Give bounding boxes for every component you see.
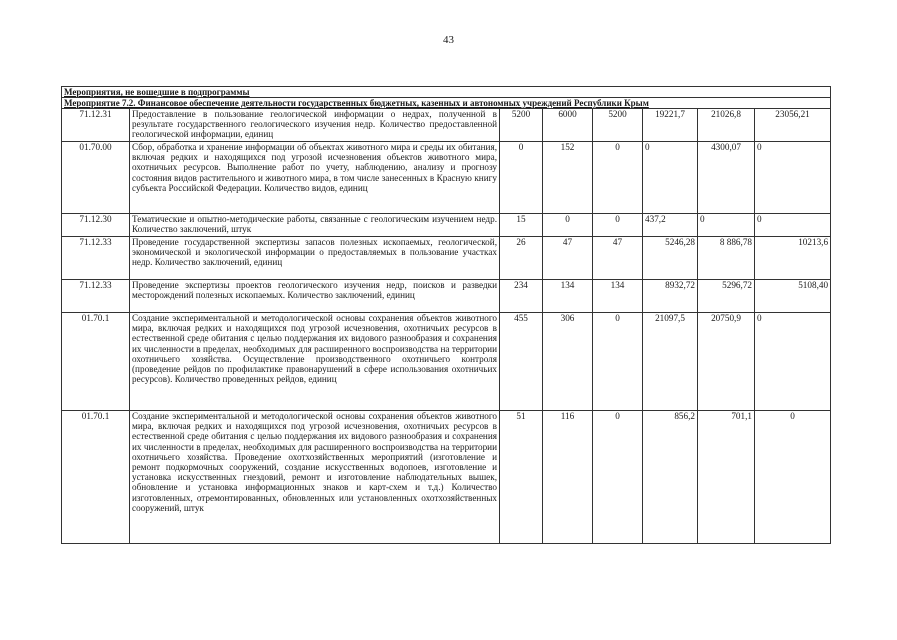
value-cell: 21026,8 bbox=[698, 109, 755, 142]
value-cell: 19221,7 bbox=[643, 109, 698, 142]
value-cell: 5108,40 bbox=[755, 280, 831, 313]
section-title: Мероприятие 7.2. Финансовое обеспечение деятельности государственных бюджетных, казенных и автономных учреждений Республики Крым bbox=[62, 98, 831, 109]
value-cell: 15 bbox=[500, 214, 543, 237]
okved-code: 01.70.00 bbox=[62, 142, 130, 214]
okved-code: 71.12.30 bbox=[62, 214, 130, 237]
value-cell: 134 bbox=[543, 280, 593, 313]
value-cell: 0 bbox=[698, 214, 755, 237]
value-cell: 116 bbox=[543, 411, 593, 544]
value-cell: 26 bbox=[500, 237, 543, 280]
measure-description: Проведение государственной экспертизы запасов полезных ископаемых, геологической, экономической и экологической информации о предоставляемых в пользование участках недр. Количество заключений, единиц bbox=[130, 237, 500, 280]
value-cell: 51 bbox=[500, 411, 543, 544]
value-cell: 47 bbox=[543, 237, 593, 280]
value-cell: 5296,72 bbox=[698, 280, 755, 313]
value-cell: 6000 bbox=[543, 109, 593, 142]
value-cell: 0 bbox=[593, 411, 643, 544]
measure-description: Создание экспериментальной и методологической основы сохранения объектов животного мира, включая редких и находящихся под угрозой исчезновения, охотничьих ресурсов в естественной среде обитания с целью поддержания их видового разнообразия и сохранения их численности в пределах, необходимых для расширенного воспроизводства на территории охотничьего хозяйства. Осуществление производственного охотничьего контроля (проведение рейдов по профилактике правонарушений в сфере использования охотничьих ресурсов). Количество проведенных рейдов, единиц bbox=[130, 313, 500, 411]
okved-code: 71.12.33 bbox=[62, 237, 130, 280]
measure-description: Сбор, обработка и хранение информации об объектах животного мира и среды их обитания, включая редких и находящихся под угрозой исчезновения объектов животного мира, охотничьих ресурсов. Выполнение работ по учету, наблюдению, анализу и прогнозу состояния видов растительного и животного мира, в том числе занесенных в Красную книгу субъекта Российской Федерации. Количество видов, единиц bbox=[130, 142, 500, 214]
value-cell: 20750,9 bbox=[698, 313, 755, 411]
value-cell: 0 bbox=[593, 214, 643, 237]
value-cell: 152 bbox=[543, 142, 593, 214]
measure-description: Проведение экспертизы проектов геологического изучения недр, поисков и разведки месторождений полезных ископаемых. Количество заключений, единиц bbox=[130, 280, 500, 313]
value-cell: 856,2 bbox=[643, 411, 698, 544]
value-cell: 8932,72 bbox=[643, 280, 698, 313]
value-cell: 0 bbox=[643, 142, 698, 214]
value-cell: 8 886,78 bbox=[698, 237, 755, 280]
value-cell: 0 bbox=[755, 214, 831, 237]
value-cell: 0 bbox=[755, 411, 831, 544]
okved-code: 01.70.1 bbox=[62, 313, 130, 411]
section-header-row bbox=[62, 98, 831, 109]
value-cell: 0 bbox=[543, 214, 593, 237]
value-cell: 306 bbox=[543, 313, 593, 411]
table-row bbox=[62, 214, 831, 237]
value-cell: 5200 bbox=[500, 109, 543, 142]
page-number: 43 bbox=[443, 34, 454, 46]
measure-description: Создание экспериментальной и методологической основы сохранения объектов животного мира, включая редких и находящихся под угрозой исчезновения, охотничьих ресурсов в естественной среде обитания с целью поддержания их видового разнообразия и сохранения их численности в пределах, необходимых для расширенного воспроизводства на территории охотничьего хозяйства. Проведение охотхозяйственных мероприятий (изготовление и ремонт подкормочных сооружений, создание искусственных водопоев, изготовление и установка искусственных гнездовий, ремонт и изготовление наблюдательных вышек, обновление и установка информационных знаков и карт-схем и т.д.) Количество изготовленных, отремонтированных, обновленных или установленных охотхозяйственных сооружений, штук bbox=[130, 411, 500, 544]
value-cell: 134 bbox=[593, 280, 643, 313]
value-cell: 0 bbox=[593, 142, 643, 214]
value-cell: 23056,21 bbox=[755, 109, 831, 142]
value-cell: 0 bbox=[500, 142, 543, 214]
value-cell: 437,2 bbox=[643, 214, 698, 237]
value-cell: 455 bbox=[500, 313, 543, 411]
section-title: Мероприятия, не вошедшие в подпрограммы bbox=[62, 87, 831, 98]
table-row bbox=[62, 411, 831, 544]
table-row bbox=[62, 142, 831, 214]
value-cell: 0 bbox=[593, 313, 643, 411]
value-cell: 234 bbox=[500, 280, 543, 313]
okved-code: 71.12.31 bbox=[62, 109, 130, 142]
measure-description: Предоставление в пользование геологической информации о недрах, полученной в результате государственного геологического изучения недр. Количество предоставленной геологической информации, единиц bbox=[130, 109, 500, 142]
value-cell: 21097,5 bbox=[643, 313, 698, 411]
measure-description: Тематические и опытно-методические работы, связанные с геологическим изучением недр. Количество заключений, штук bbox=[130, 214, 500, 237]
okved-code: 71.12.33 bbox=[62, 280, 130, 313]
value-cell: 701,1 bbox=[698, 411, 755, 544]
value-cell: 10213,6 bbox=[755, 237, 831, 280]
okved-code: 01.70.1 bbox=[62, 411, 130, 544]
table-row bbox=[62, 109, 831, 142]
table-row bbox=[62, 237, 831, 280]
value-cell: 47 bbox=[593, 237, 643, 280]
table-row bbox=[62, 280, 831, 313]
value-cell: 5200 bbox=[593, 109, 643, 142]
table-row bbox=[62, 313, 831, 411]
value-cell: 0 bbox=[755, 313, 831, 411]
value-cell: 5246,28 bbox=[643, 237, 698, 280]
value-cell: 4300,07 bbox=[698, 142, 755, 214]
section-header-row bbox=[62, 87, 831, 98]
measures-table bbox=[61, 86, 831, 544]
value-cell: 0 bbox=[755, 142, 831, 214]
